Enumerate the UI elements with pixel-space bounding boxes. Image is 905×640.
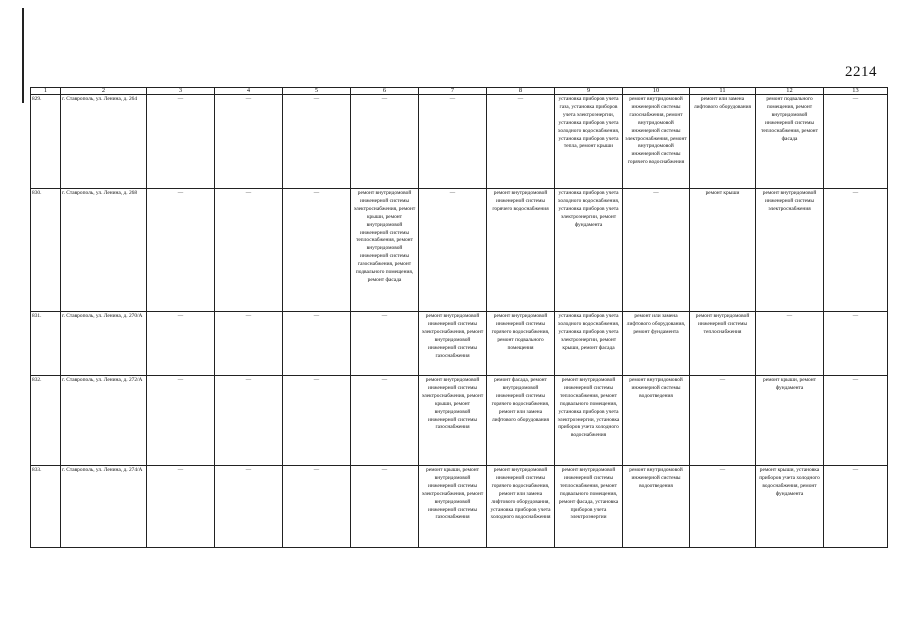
- table-cell: установка приборов учета газа, установка приборов учета электроэнергии, установка приборов учета холодного водоснабжения, установка приборов учета тепла, ремонт крыши: [555, 95, 623, 189]
- table-cell: —: [215, 312, 283, 376]
- row-number: 832.: [31, 376, 61, 466]
- table-cell: ремонт внутридомовой инженерной системы теплоснабжения, ремонт подвального помещения, установка приборов учета электроэнергии, установка приборов учета холодного водоснабжения: [555, 376, 623, 466]
- col-header: 3: [147, 88, 215, 95]
- table-cell: ремонт или замена лифтового оборудования: [690, 95, 756, 189]
- table-row: [31, 189, 888, 312]
- table-cell: —: [215, 466, 283, 548]
- table-cell: ремонт внутридомовой инженерной системы электроснабжения, ремонт крыши, ремонт внутридомовой инженерной системы теплоснабжения, ремонт внутридомовой инженерной системы газоснабжения, ремонт подвального помещения, ремонт фасада: [351, 189, 419, 312]
- table-cell: —: [215, 95, 283, 189]
- table-cell: —: [351, 376, 419, 466]
- table-row: [31, 466, 888, 548]
- col-header: 10: [623, 88, 690, 95]
- col-header: 12: [756, 88, 824, 95]
- table-cell: ремонт крыши: [690, 189, 756, 312]
- table-cell: —: [283, 466, 351, 548]
- table-cell: —: [623, 189, 690, 312]
- table-cell: —: [283, 312, 351, 376]
- col-header: 4: [215, 88, 283, 95]
- table-cell: ремонт внутридомовой инженерной системы теплоснабжения: [690, 312, 756, 376]
- row-number: 833.: [31, 466, 61, 548]
- table-cell: —: [824, 466, 888, 548]
- table-cell: —: [147, 312, 215, 376]
- table-cell: —: [756, 312, 824, 376]
- table-cell: ремонт или замена лифтового оборудования, ремонт фундамента: [623, 312, 690, 376]
- table-cell: ремонт крыши, ремонт внутридомовой инженерной системы электроснабжения, ремонт внутридомовой инженерной системы газоснабжения: [419, 466, 487, 548]
- page-number: 2214: [845, 64, 877, 80]
- col-header: 1: [31, 88, 61, 95]
- col-header: 2: [61, 88, 147, 95]
- row-number: 829.: [31, 95, 61, 189]
- table-cell: —: [690, 466, 756, 548]
- table-cell: ремонт внутридомовой инженерной системы водоотведения: [623, 376, 690, 466]
- col-header: 11: [690, 88, 756, 95]
- table-row: [31, 312, 888, 376]
- table-cell: —: [351, 466, 419, 548]
- header-row: [31, 88, 888, 95]
- table-cell: —: [283, 95, 351, 189]
- register-table: [30, 87, 888, 548]
- table-cell: —: [351, 95, 419, 189]
- col-header: 8: [487, 88, 555, 95]
- row-address: г. Ставрополь, ул. Ленина, д. 270/А: [61, 312, 147, 376]
- table-cell: —: [147, 466, 215, 548]
- table-cell: установка приборов учета холодного водоснабжения, установка приборов учета электроэнергии, ремонт крыши, ремонт фасада: [555, 312, 623, 376]
- table-cell: —: [824, 95, 888, 189]
- col-header: 6: [351, 88, 419, 95]
- table-cell: —: [147, 95, 215, 189]
- table-cell: ремонт крыши, ремонт фундамента: [756, 376, 824, 466]
- table-cell: ремонт внутридомовой инженерной системы водоотведения: [623, 466, 690, 548]
- table-cell: ремонт подвального помещения, ремонт внутридомовой инженерной системы теплоснабжения, ремонт фасада: [756, 95, 824, 189]
- row-address: г. Ставрополь, ул. Ленина, д. 274/А: [61, 466, 147, 548]
- col-header: 5: [283, 88, 351, 95]
- table-cell: —: [824, 189, 888, 312]
- scan-edge-line: [22, 8, 24, 103]
- table-cell: —: [215, 189, 283, 312]
- table-cell: —: [283, 189, 351, 312]
- table-cell: ремонт внутридомовой инженерной системы газоснабжения, ремонт внутридомовой инженерной системы электроснабжения, ремонт внутридомовой инженерной системы горячего водоснабжения: [623, 95, 690, 189]
- table-cell: —: [419, 95, 487, 189]
- table-cell: ремонт внутридомовой инженерной системы теплоснабжения, ремонт подвального помещения, ремонт фасада, установка приборов учета электроэнергии: [555, 466, 623, 548]
- table-cell: —: [419, 189, 487, 312]
- row-number: 830.: [31, 189, 61, 312]
- table-cell: ремонт внутридомовой инженерной системы горячего водоснабжения: [487, 189, 555, 312]
- table-row: [31, 95, 888, 189]
- table-row: [31, 376, 888, 466]
- table-cell: —: [283, 376, 351, 466]
- row-number: 831.: [31, 312, 61, 376]
- table-cell: ремонт внутридомовой инженерной системы электроснабжения: [756, 189, 824, 312]
- table-cell: —: [487, 95, 555, 189]
- table-cell: —: [824, 312, 888, 376]
- col-header: 13: [824, 88, 888, 95]
- table-cell: ремонт внутридомовой инженерной системы горячего водоснабжения, ремонт подвального помещения: [487, 312, 555, 376]
- table-cell: —: [824, 376, 888, 466]
- row-address: г. Ставрополь, ул. Ленина, д. 264: [61, 95, 147, 189]
- col-header: 7: [419, 88, 487, 95]
- table-cell: ремонт внутридомовой инженерной системы электроснабжения, ремонт внутридомовой инженерной системы газоснабжения: [419, 312, 487, 376]
- row-address: г. Ставрополь, ул. Ленина, д. 272/А: [61, 376, 147, 466]
- table-cell: —: [351, 312, 419, 376]
- table-cell: ремонт внутридомовой инженерной системы горячего водоснабжения, ремонт или замена лифтового оборудования, установка приборов учета холодного водоснабжения: [487, 466, 555, 548]
- table-cell: ремонт фасада, ремонт внутридомовой инженерной системы горячего водоснабжения, ремонт или замена лифтового оборудования: [487, 376, 555, 466]
- table-cell: —: [147, 189, 215, 312]
- table-cell: ремонт крыши, установка приборов учета холодного водоснабжения, ремонт фундамента: [756, 466, 824, 548]
- table-cell: —: [215, 376, 283, 466]
- row-address: г. Ставрополь, ул. Ленина, д. 268: [61, 189, 147, 312]
- table-cell: —: [147, 376, 215, 466]
- table-cell: —: [690, 376, 756, 466]
- col-header: 9: [555, 88, 623, 95]
- table-cell: ремонт внутридомовой инженерной системы электроснабжения, ремонт крыши, ремонт внутридомовой инженерной системы газоснабжения: [419, 376, 487, 466]
- table-cell: установка приборов учета холодного водоснабжения, установка приборов учета электроэнергии, ремонт фундамента: [555, 189, 623, 312]
